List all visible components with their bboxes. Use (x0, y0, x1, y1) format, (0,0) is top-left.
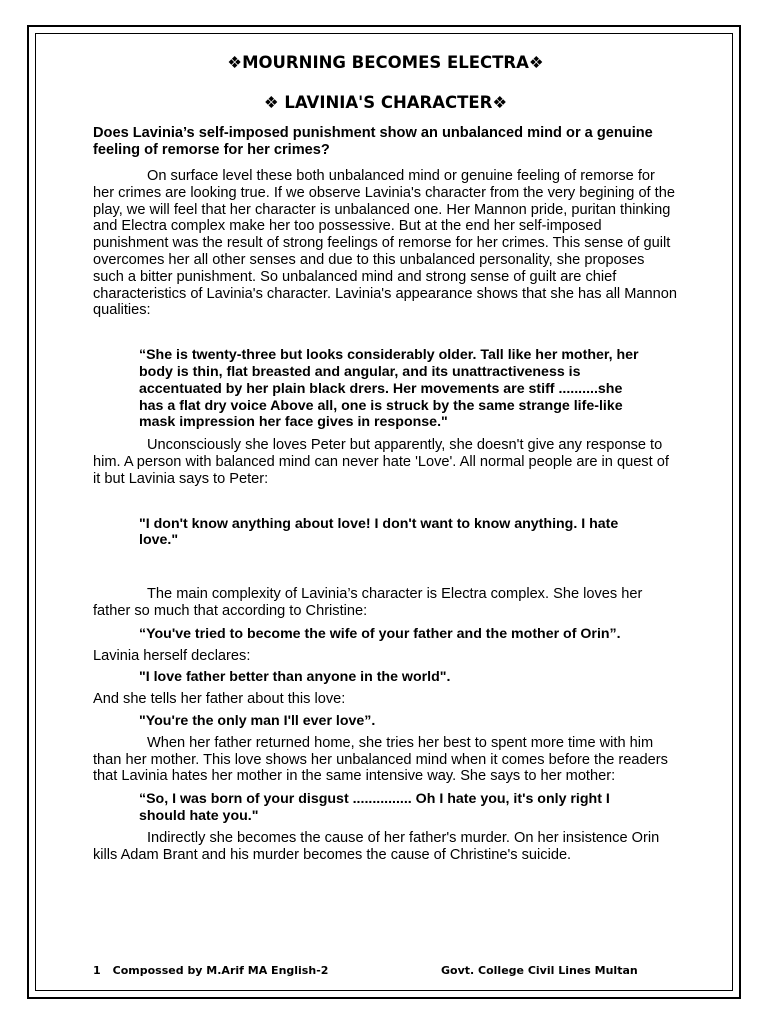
paragraph-4: Lavinia herself declares: (93, 647, 251, 664)
quote-6: “So, I was born of your disgust ............... Oh I hate you, it's only right I should hate you." (139, 791, 610, 824)
section-title: ❖ LAVINIA'S CHARACTER❖ (263, 93, 508, 112)
paragraph-7: Indirectly she becomes the cause of her father's murder. On her insistence Orin kills Adam Brant and his murder becomes the cause of Christine's suicide. (93, 829, 660, 863)
paragraph-3: The main complexity of Lavinia’s character is Electra complex. She loves her father so much that according to Christine: (93, 586, 643, 619)
paragraph-2: Unconsciously she loves Peter but apparently, she doesn't give any response to him. A person with balanced mind can never hate 'Love'. All normal people are in quest of it but Lavinia says to Peter: (93, 437, 669, 487)
paragraph-6: When her father returned home, she tries her best to spent more time with him than her mother. This love shows her unbalanced mind when it comes before the readers that Lavinia hates her mother in the same intensive way. She says to her mother: (93, 734, 668, 785)
quote-3: “You've tried to become the wife of your father and the mother of Orin”. (139, 625, 621, 642)
question-heading: Does Lavinia’s self-imposed punishment show an unbalanced mind or a genuine feeling of remorse for her crimes? (93, 125, 653, 158)
quote-2: "I don't know anything about love! I don't want to know anything. I hate love." (139, 515, 619, 549)
paragraph-1: On surface level these both unbalanced mind or genuine feeling of remorse for her crimes are looking true. If we observe Lavinia's character from the very begining of the play, we will feel that her character is unbalanced one. Her Mannon pride, puritan thinking and Electra complex make her too possessive. But at the end her self-imposed punishment was the result of strong feelings of remorse for her crimes. This sense of guilt overcomes her all other senses and due to this unbalanced personality, she proposes such a bitter punishment. So unbalanced mind and strong sense of guilt are chief characteristics of Lavinia's character. Lavinia's appearance shows that she has all Mannon qualities: (93, 168, 677, 319)
quote-1: “She is twenty-three but looks considerably older. Tall like her mother, her body is thin, flat breasted and angular, and its unattractiveness is accentuated by her plain black drers. Her movements are stiff ..........she has a flat dry voice Above all, one is struck by the same strange life-like mask impression her face gives in response." (139, 347, 639, 431)
quote-4: "I love father better than anyone in the world". (139, 669, 451, 686)
footer-author: Compossed by M.Arif MA English-2 (112, 964, 329, 977)
paragraph-5: And she tells her father about this love: (93, 691, 346, 708)
footer-college: Govt. College Civil Lines Multan (441, 964, 638, 977)
page-number: 1 (93, 964, 101, 977)
quote-5: "You're the only man I'll ever love”. (139, 712, 376, 729)
footer-credit (93, 964, 328, 978)
document-title: ❖MOURNING BECOMES ELECTRA❖ (227, 53, 544, 72)
page-content (93, 50, 678, 863)
